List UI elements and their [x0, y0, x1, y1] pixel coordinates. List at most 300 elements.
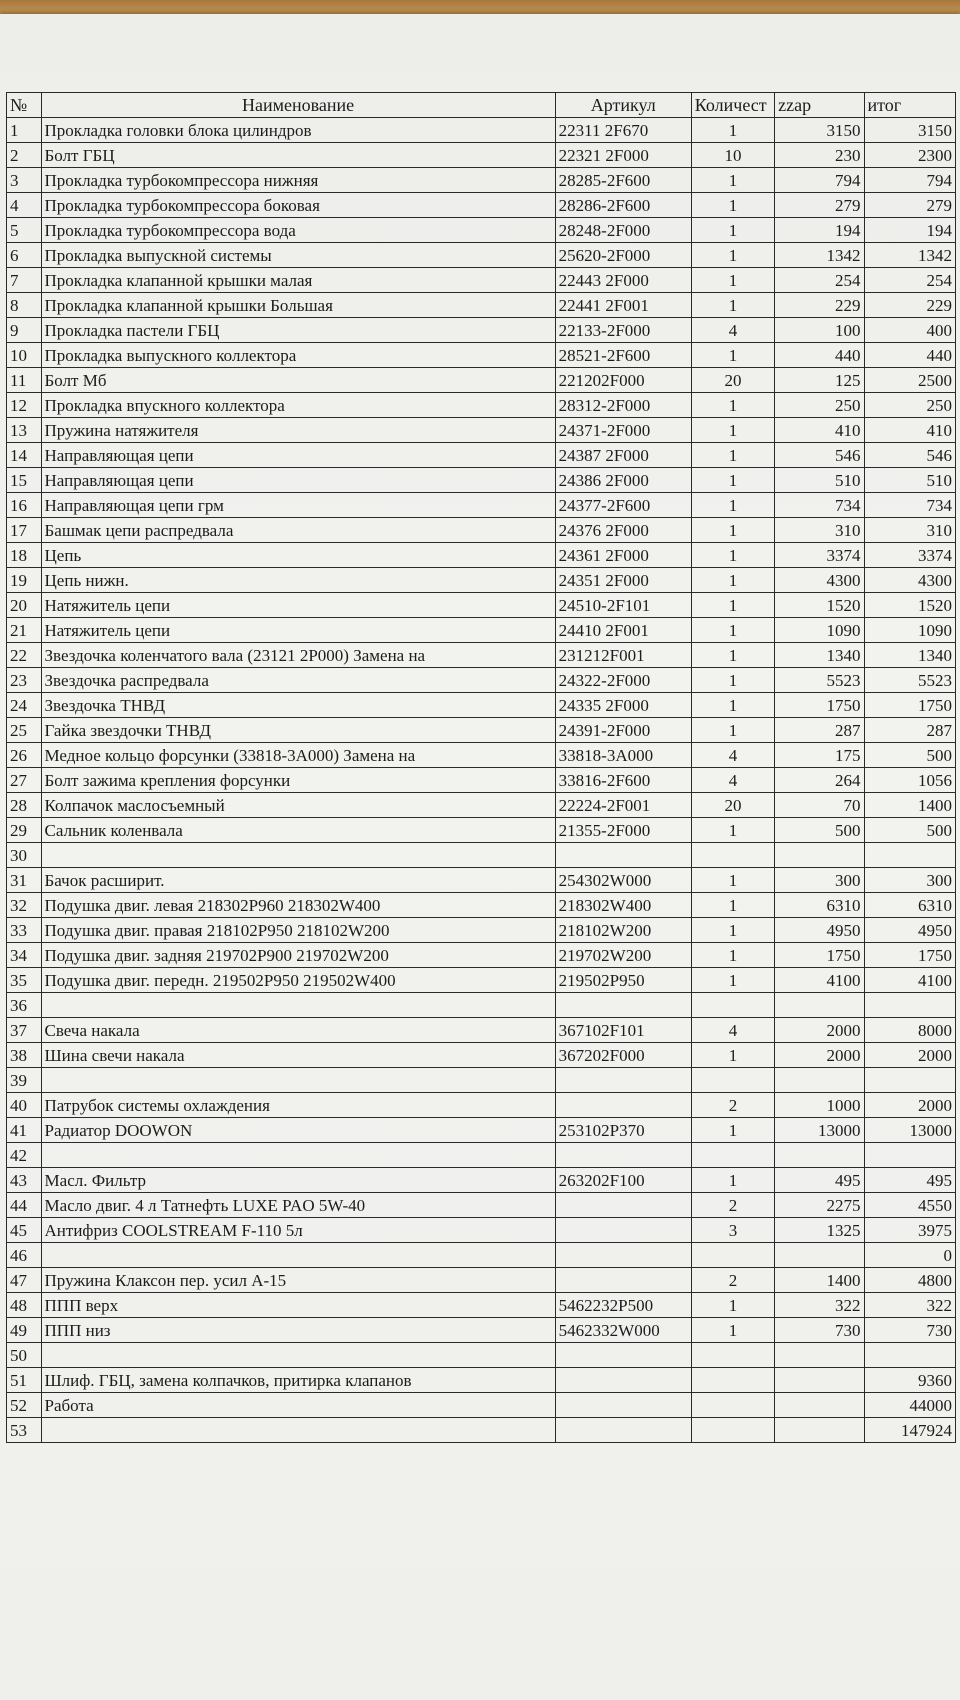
table-row: [7, 118, 956, 143]
cell-no: 34: [7, 943, 42, 968]
cell-name: Звездочка распредвала: [41, 668, 555, 693]
cell-article: 25620-2F000: [555, 243, 691, 268]
cell-total: 4550: [864, 1193, 955, 1218]
cell-no: 52: [7, 1393, 42, 1418]
table-row: [7, 1343, 956, 1368]
cell-total: 1056: [864, 768, 955, 793]
cell-name: Масло двиг. 4 л Татнефть LUXE PAO 5W-40: [41, 1193, 555, 1218]
cell-total: 8000: [864, 1018, 955, 1043]
cell-price: [775, 1418, 864, 1443]
cell-article: [555, 1418, 691, 1443]
cell-price: 300: [775, 868, 864, 893]
cell-name: Шлиф. ГБЦ, замена колпачков, притирка клапанов: [41, 1368, 555, 1393]
cell-price: [775, 843, 864, 868]
cell-article: 263202F100: [555, 1168, 691, 1193]
cell-no: 5: [7, 218, 42, 243]
cell-price: 287: [775, 718, 864, 743]
table-row: [7, 443, 956, 468]
cell-no: 35: [7, 968, 42, 993]
cell-price: 1090: [775, 618, 864, 643]
table-row: [7, 1368, 956, 1393]
cell-no: 12: [7, 393, 42, 418]
cell-name: Патрубок системы охлаждения: [41, 1093, 555, 1118]
cell-name: Прокладка турбокомпрессора нижняя: [41, 168, 555, 193]
header-price: zzap: [775, 93, 864, 118]
cell-qty: 1: [691, 893, 774, 918]
table-row: [7, 1293, 956, 1318]
cell-article: 28286-2F600: [555, 193, 691, 218]
cell-name: Направляющая цепи: [41, 443, 555, 468]
cell-total: 440: [864, 343, 955, 368]
cell-article: 219502P950: [555, 968, 691, 993]
cell-article: [555, 1243, 691, 1268]
cell-name: Болт Мб: [41, 368, 555, 393]
cell-qty: 1: [691, 868, 774, 893]
cell-price: 1000: [775, 1093, 864, 1118]
table-row: [7, 293, 956, 318]
cell-total: 2000: [864, 1043, 955, 1068]
cell-article: [555, 1268, 691, 1293]
cell-article: 22133-2F000: [555, 318, 691, 343]
cell-qty: 1: [691, 593, 774, 618]
cell-qty: 2: [691, 1193, 774, 1218]
cell-article: 5462232P500: [555, 1293, 691, 1318]
cell-price: 734: [775, 493, 864, 518]
cell-article: 24335 2F000: [555, 693, 691, 718]
cell-name: [41, 993, 555, 1018]
cell-name: Подушка двиг. передн. 219502P950 219502W400: [41, 968, 555, 993]
cell-qty: 1: [691, 1318, 774, 1343]
table-row: [7, 1018, 956, 1043]
cell-total: 2500: [864, 368, 955, 393]
cell-name: Медное кольцо форсунки (33818-3А000) Замена на: [41, 743, 555, 768]
cell-total: 6310: [864, 893, 955, 918]
table-row: [7, 393, 956, 418]
cell-article: [555, 1143, 691, 1168]
table-row: [7, 368, 956, 393]
table-row: [7, 1118, 956, 1143]
cell-article: [555, 1343, 691, 1368]
cell-no: 8: [7, 293, 42, 318]
cell-price: 495: [775, 1168, 864, 1193]
cell-article: [555, 1393, 691, 1418]
cell-qty: 4: [691, 768, 774, 793]
cell-total: 495: [864, 1168, 955, 1193]
cell-no: 22: [7, 643, 42, 668]
cell-article: 28312-2F000: [555, 393, 691, 418]
cell-price: 230: [775, 143, 864, 168]
cell-total: 1400: [864, 793, 955, 818]
cell-price: 310: [775, 518, 864, 543]
table-row: [7, 918, 956, 943]
cell-total: 147924: [864, 1418, 955, 1443]
cell-name: Подушка двиг. задняя 219702P900 219702W200: [41, 943, 555, 968]
cell-total: 510: [864, 468, 955, 493]
cell-no: 17: [7, 518, 42, 543]
table-row: [7, 1068, 956, 1093]
cell-qty: 1: [691, 1293, 774, 1318]
cell-article: 22443 2F000: [555, 268, 691, 293]
cell-total: 9360: [864, 1368, 955, 1393]
cell-no: 53: [7, 1418, 42, 1443]
cell-price: 4100: [775, 968, 864, 993]
cell-name: ППП низ: [41, 1318, 555, 1343]
table-row: [7, 518, 956, 543]
cell-price: 264: [775, 768, 864, 793]
cell-total: 4100: [864, 968, 955, 993]
cell-no: 3: [7, 168, 42, 193]
cell-article: 231212F001: [555, 643, 691, 668]
cell-no: 4: [7, 193, 42, 218]
cell-article: 24386 2F000: [555, 468, 691, 493]
cell-total: 194: [864, 218, 955, 243]
cell-qty: 1: [691, 968, 774, 993]
cell-qty: [691, 1418, 774, 1443]
cell-no: 20: [7, 593, 42, 618]
cell-no: 16: [7, 493, 42, 518]
cell-article: 218102W200: [555, 918, 691, 943]
cell-article: 367102F101: [555, 1018, 691, 1043]
cell-name: Прокладка выпускной системы: [41, 243, 555, 268]
cell-article: 22321 2F000: [555, 143, 691, 168]
table-row: [7, 868, 956, 893]
cell-qty: [691, 843, 774, 868]
table-row: [7, 143, 956, 168]
cell-price: 1325: [775, 1218, 864, 1243]
cell-no: 23: [7, 668, 42, 693]
cell-name: Звездочка ТНВД: [41, 693, 555, 718]
cell-price: 322: [775, 1293, 864, 1318]
paper-sheet: [0, 14, 960, 1700]
cell-price: 2275: [775, 1193, 864, 1218]
cell-total: [864, 993, 955, 1018]
cell-qty: 1: [691, 943, 774, 968]
cell-article: 221202F000: [555, 368, 691, 393]
cell-price: 794: [775, 168, 864, 193]
cell-name: Натяжитель цепи: [41, 593, 555, 618]
cell-article: 254302W000: [555, 868, 691, 893]
cell-name: [41, 1243, 555, 1268]
cell-total: 322: [864, 1293, 955, 1318]
cell-name: Подушка двиг. левая 218302P960 218302W400: [41, 893, 555, 918]
table-row: [7, 1168, 956, 1193]
cell-price: 3150: [775, 118, 864, 143]
cell-no: 49: [7, 1318, 42, 1343]
cell-qty: 1: [691, 218, 774, 243]
table-row: [7, 693, 956, 718]
table-row: [7, 1418, 956, 1443]
cell-total: 1090: [864, 618, 955, 643]
cell-no: 37: [7, 1018, 42, 1043]
cell-total: 400: [864, 318, 955, 343]
cell-no: 6: [7, 243, 42, 268]
table-row: [7, 793, 956, 818]
table-row: [7, 593, 956, 618]
cell-qty: 1: [691, 418, 774, 443]
cell-no: 48: [7, 1293, 42, 1318]
cell-no: 18: [7, 543, 42, 568]
cell-name: [41, 1343, 555, 1368]
cell-qty: 1: [691, 393, 774, 418]
cell-qty: 1: [691, 693, 774, 718]
cell-price: 279: [775, 193, 864, 218]
cell-article: 24387 2F000: [555, 443, 691, 468]
cell-price: 410: [775, 418, 864, 443]
cell-qty: 1: [691, 518, 774, 543]
cell-no: 14: [7, 443, 42, 468]
cell-no: 33: [7, 918, 42, 943]
cell-total: 734: [864, 493, 955, 518]
cell-article: [555, 843, 691, 868]
cell-qty: 1: [691, 918, 774, 943]
header-qty: Количест: [691, 93, 774, 118]
cell-price: 254: [775, 268, 864, 293]
cell-no: 29: [7, 818, 42, 843]
cell-name: Радиатор DOOWON: [41, 1118, 555, 1143]
cell-total: 254: [864, 268, 955, 293]
cell-name: Прокладка выпускного коллектора: [41, 343, 555, 368]
cell-qty: 2: [691, 1268, 774, 1293]
table-row: [7, 1268, 956, 1293]
table-row: [7, 493, 956, 518]
cell-price: 1340: [775, 643, 864, 668]
table-row: [7, 893, 956, 918]
cell-price: [775, 1243, 864, 1268]
cell-name: Цепь: [41, 543, 555, 568]
cell-price: 70: [775, 793, 864, 818]
table-row: [7, 1393, 956, 1418]
cell-name: [41, 1418, 555, 1443]
cell-article: 24410 2F001: [555, 618, 691, 643]
cell-qty: 1: [691, 193, 774, 218]
cell-name: Цепь нижн.: [41, 568, 555, 593]
cell-price: 13000: [775, 1118, 864, 1143]
cell-price: [775, 1393, 864, 1418]
table-row: [7, 768, 956, 793]
cell-qty: 1: [691, 493, 774, 518]
cell-qty: 1: [691, 568, 774, 593]
cell-qty: 1: [691, 293, 774, 318]
cell-name: Свеча накала: [41, 1018, 555, 1043]
cell-no: 19: [7, 568, 42, 593]
cell-total: 1340: [864, 643, 955, 668]
cell-name: Пружина Клаксон пер. усил А-15: [41, 1268, 555, 1293]
table-row: [7, 1143, 956, 1168]
table-row: [7, 243, 956, 268]
cell-price: 510: [775, 468, 864, 493]
cell-name: Антифриз COOLSTREAM F-110 5л: [41, 1218, 555, 1243]
cell-name: Колпачок маслосъемный: [41, 793, 555, 818]
table-row: [7, 1218, 956, 1243]
cell-total: 500: [864, 818, 955, 843]
cell-total: 3374: [864, 543, 955, 568]
cell-qty: 1: [691, 643, 774, 668]
cell-qty: 4: [691, 1018, 774, 1043]
cell-qty: 1: [691, 268, 774, 293]
cell-qty: 1: [691, 543, 774, 568]
cell-qty: [691, 1143, 774, 1168]
table-row: [7, 843, 956, 868]
cell-total: 5523: [864, 668, 955, 693]
cell-price: 125: [775, 368, 864, 393]
cell-qty: 1: [691, 118, 774, 143]
table-row: [7, 468, 956, 493]
cell-total: [864, 843, 955, 868]
cell-total: 1342: [864, 243, 955, 268]
cell-no: 21: [7, 618, 42, 643]
cell-name: Прокладка пастели ГБЦ: [41, 318, 555, 343]
cell-total: 3975: [864, 1218, 955, 1243]
header-total: итог: [864, 93, 955, 118]
cell-price: 6310: [775, 893, 864, 918]
cell-total: 4950: [864, 918, 955, 943]
cell-article: 367202F000: [555, 1043, 691, 1068]
cell-price: 1400: [775, 1268, 864, 1293]
cell-total: 546: [864, 443, 955, 468]
cell-article: 24371-2F000: [555, 418, 691, 443]
cell-qty: 1: [691, 668, 774, 693]
cell-price: 440: [775, 343, 864, 368]
table-row: [7, 718, 956, 743]
cell-article: [555, 1193, 691, 1218]
cell-name: Прокладка турбокомпрессора вода: [41, 218, 555, 243]
cell-qty: [691, 1243, 774, 1268]
cell-name: Сальник коленвала: [41, 818, 555, 843]
cell-article: 33816-2F600: [555, 768, 691, 793]
cell-article: [555, 1068, 691, 1093]
cell-name: Работа: [41, 1393, 555, 1418]
cell-no: 25: [7, 718, 42, 743]
cell-no: 10: [7, 343, 42, 368]
table-row: [7, 1043, 956, 1068]
cell-no: 15: [7, 468, 42, 493]
cell-no: 51: [7, 1368, 42, 1393]
cell-total: 730: [864, 1318, 955, 1343]
cell-no: 9: [7, 318, 42, 343]
cell-total: 44000: [864, 1393, 955, 1418]
table-row: [7, 1093, 956, 1118]
cell-total: [864, 1068, 955, 1093]
cell-name: Болт зажима крепления форсунки: [41, 768, 555, 793]
cell-no: 40: [7, 1093, 42, 1118]
cell-price: [775, 1068, 864, 1093]
cell-no: 26: [7, 743, 42, 768]
cell-price: 1342: [775, 243, 864, 268]
cell-name: Подушка двиг. правая 218102P950 218102W200: [41, 918, 555, 943]
cell-total: 4800: [864, 1268, 955, 1293]
cell-price: [775, 993, 864, 1018]
cell-no: 2: [7, 143, 42, 168]
cell-price: 2000: [775, 1018, 864, 1043]
cell-qty: 1: [691, 243, 774, 268]
cell-no: 39: [7, 1068, 42, 1093]
cell-article: 253102P370: [555, 1118, 691, 1143]
cell-total: 1520: [864, 593, 955, 618]
cell-article: 21355-2F000: [555, 818, 691, 843]
table-row: [7, 1243, 956, 1268]
cell-no: 30: [7, 843, 42, 868]
cell-name: Направляющая цепи грм: [41, 493, 555, 518]
cell-name: Прокладка клапанной крышки Большая: [41, 293, 555, 318]
cell-no: 27: [7, 768, 42, 793]
cell-qty: 10: [691, 143, 774, 168]
table-row: [7, 1193, 956, 1218]
cell-total: 500: [864, 743, 955, 768]
cell-no: 38: [7, 1043, 42, 1068]
cell-no: 36: [7, 993, 42, 1018]
cell-article: 24376 2F000: [555, 518, 691, 543]
cell-qty: 1: [691, 818, 774, 843]
cell-price: 4950: [775, 918, 864, 943]
cell-name: Пружина натяжителя: [41, 418, 555, 443]
cell-qty: [691, 1068, 774, 1093]
cell-total: 3150: [864, 118, 955, 143]
cell-total: 250: [864, 393, 955, 418]
cell-qty: 4: [691, 318, 774, 343]
cell-total: 1750: [864, 693, 955, 718]
table-row: [7, 343, 956, 368]
cell-qty: [691, 1343, 774, 1368]
parts-table: [6, 92, 956, 1443]
table-row: [7, 968, 956, 993]
cell-article: 28285-2F600: [555, 168, 691, 193]
cell-no: 44: [7, 1193, 42, 1218]
cell-price: 500: [775, 818, 864, 843]
header-row: [7, 93, 956, 118]
cell-name: Звездочка коленчатого вала (23121 2P000) Замена на: [41, 643, 555, 668]
table-row: [7, 168, 956, 193]
cell-no: 7: [7, 268, 42, 293]
cell-no: 42: [7, 1143, 42, 1168]
cell-qty: 1: [691, 618, 774, 643]
cell-total: [864, 1343, 955, 1368]
table-row: [7, 318, 956, 343]
cell-no: 24: [7, 693, 42, 718]
cell-total: 287: [864, 718, 955, 743]
cell-article: 219702W200: [555, 943, 691, 968]
cell-total: 279: [864, 193, 955, 218]
cell-article: 28521-2F600: [555, 343, 691, 368]
cell-price: 194: [775, 218, 864, 243]
cell-article: 28248-2F000: [555, 218, 691, 243]
cell-article: [555, 1368, 691, 1393]
cell-price: [775, 1343, 864, 1368]
table-row: [7, 418, 956, 443]
cell-qty: 1: [691, 468, 774, 493]
cell-price: 3374: [775, 543, 864, 568]
cell-price: 4300: [775, 568, 864, 593]
cell-price: 175: [775, 743, 864, 768]
cell-price: [775, 1368, 864, 1393]
table-row: [7, 1318, 956, 1343]
cell-total: 310: [864, 518, 955, 543]
cell-name: [41, 843, 555, 868]
cell-qty: 20: [691, 793, 774, 818]
cell-no: 41: [7, 1118, 42, 1143]
cell-qty: 1: [691, 1118, 774, 1143]
cell-name: Шина свечи накала: [41, 1043, 555, 1068]
cell-total: 794: [864, 168, 955, 193]
cell-article: 24322-2F000: [555, 668, 691, 693]
table-row: [7, 218, 956, 243]
cell-no: 31: [7, 868, 42, 893]
cell-price: 546: [775, 443, 864, 468]
cell-price: 1750: [775, 693, 864, 718]
cell-article: 22441 2F001: [555, 293, 691, 318]
cell-total: 2000: [864, 1093, 955, 1118]
cell-name: Прокладка головки блока цилиндров: [41, 118, 555, 143]
cell-total: 13000: [864, 1118, 955, 1143]
